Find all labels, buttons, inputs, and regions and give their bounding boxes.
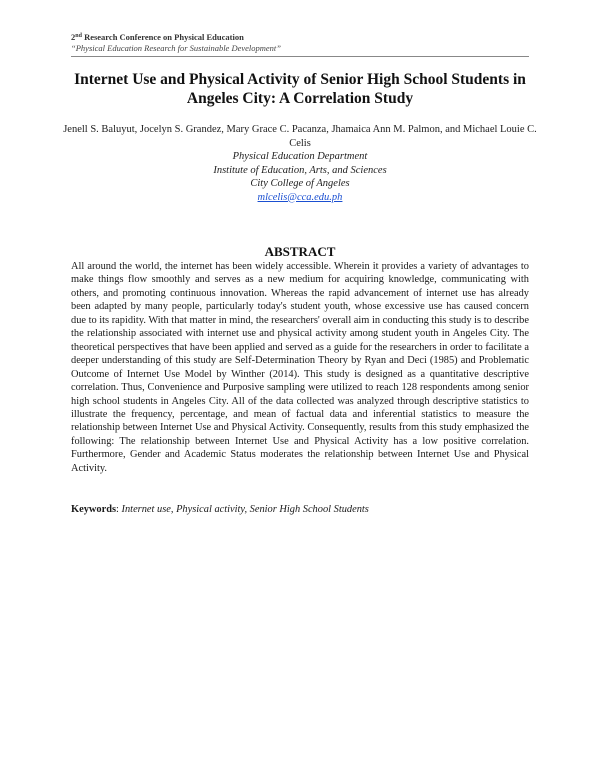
- abstract-body: All around the world, the internet has been widely accessible. Wherein it provides a variety of advantages to make things flow smoothly and serves as a new medium for acquiring knowledge, communicating with others, and promoting continuous innovation. Whereas the rapid advancement of internet use has already been adapted by many people, particularly today's student youth, whose excessive use has caused concern due to its rapidity. With that matter in mind, the researchers' overall aim in conducting this study is to describe the relationship associated with internet use and physical activity among student youth in Angeles City. The theoretical perspectives that have been applied and served as a guide for the researchers in order to facilitate a deeper understanding of this study are Self-Determination Theory by Ryan and Deci (1985) and Problematic Outcome of Internet Use Model by Winther (2014). This study is designed as a quantitative descriptive correlation. Thus, Convenience and Purposive sampling were utilized to reach 128 respondents among senior high school students in Angeles City. All of the data collected was analyzed through descriptive statistics to illustrate the frequency, percentage, and mean of factual data and inferential statistics to measure the relationship between Internet Use and Physical Activity. Consequently, results from this study emphasized the following: The relationship between Internet Use and Physical Activity has a low positive correlation. Furthermore, Gender and Academic Status moderates the relationship between Internet Use and Physical Activity.: [71, 261, 529, 474]
- keywords-separator: :: [116, 504, 122, 515]
- author-college: City College of Angeles: [250, 178, 350, 189]
- keywords-values: Internet use, Physical activity, Senior High School Students: [121, 504, 369, 515]
- conference-ordinal-suffix: nd: [75, 33, 82, 39]
- author-email-line: [60, 191, 540, 205]
- conference-theme: “Physical Education Research for Sustainable Development”: [71, 43, 282, 53]
- author-email-link[interactable]: mlcelis@cca.edu.ph: [257, 191, 343, 203]
- conference-header: [71, 32, 244, 42]
- keywords-line: [71, 503, 529, 517]
- header-divider: [71, 56, 529, 57]
- conference-ordinal: 2: [71, 32, 76, 42]
- author-department: Physical Education Department: [232, 151, 368, 162]
- paper-authors: Jenell S. Baluyut, Jocelyn S. Grandez, Mary Grace C. Pacanza, Jhamaica Ann M. Palmon, and Michael Louie C. Celis: [63, 124, 537, 149]
- keywords-label: Keywords: [71, 504, 117, 515]
- abstract-heading: ABSTRACT: [264, 244, 336, 259]
- paper-title: Internet Use and Physical Activity of Senior High School Students in Angeles City: A Correlation Study: [74, 71, 526, 107]
- conference-name: Research Conference on Physical Education: [81, 32, 244, 42]
- author-institute: Institute of Education, Arts, and Sciences: [213, 164, 387, 176]
